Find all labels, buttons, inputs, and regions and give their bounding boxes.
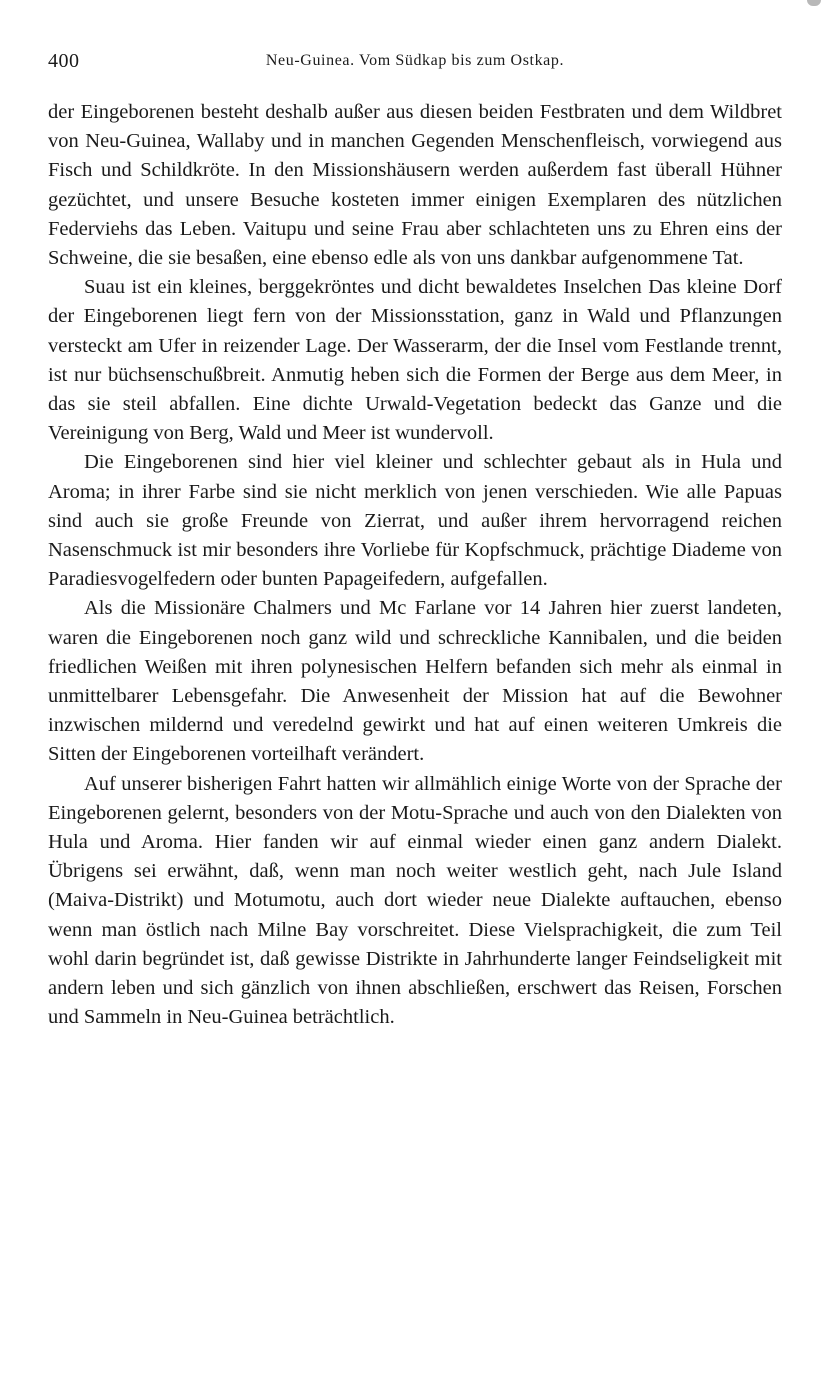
paragraph-5: Auf unserer bisherigen Fahrt hatten wir allmählich einige Worte von der Sprache der Eingeborenen gelernt, besonders von der Motu-Sprache und auch von den Dialekten von Hula und Aroma. Hier fanden wir auf einmal wieder einen ganz andern Dialekt. Übrigens sei erwähnt, daß, wenn man noch weiter westlich geht, nach Jule Island (Maiva-Distrikt) und Motumotu, auch dort wieder neue Dialekte auftauchen, ebenso wenn man östlich nach Milne Bay vorschreitet. Diese Vielsprachigkeit, die zum Teil wohl darin begründet ist, daß gewisse Distrikte in Jahrhunderte langer Feindseligkeit mit andern leben und sich gänzlich von ihnen abschließen, erschwert das Reisen, Forschen und Sammeln in Neu-Guinea beträchtlich. bbox=[48, 772, 782, 1029]
paragraph-3: Die Eingeborenen sind hier viel kleiner und schlechter gebaut als in Hula und Aroma; in ihrer Farbe sind sie nicht merklich von jenen verschieden. Wie alle Papuas sind auch sie große Freunde von Zierrat, und außer ihrem hervorragend reichen Nasenschmuck ist mir besonders ihre Vorliebe für Kopfschmuck, prächtige Diademe von Paradiesvogelfedern oder bunten Papageifedern, aufgefallen. bbox=[48, 451, 782, 591]
paragraph-1: der Eingeborenen besteht deshalb außer aus diesen beiden Festbraten und dem Wildbret von Neu-Guinea, Wallaby und in manchen Gegenden Menschenfleisch, vorwiegend aus Fisch und Schildkröte. In den Missionshäusern werden außerdem fast überall Hühner gezüchtet, und unsere Besuche kosteten immer einigen Exemplaren des nützlichen Federviehs das Leben. Vaitupu und seine Frau aber schlachteten uns zu Ehren eins der Schweine, die sie besaßen, eine ebenso edle als von uns dankbar aufgenommene Tat. bbox=[48, 101, 782, 270]
running-title: Neu-Guinea. Vom Südkap bis zum Ostkap. bbox=[265, 52, 565, 69]
page-number: 400 bbox=[48, 50, 80, 72]
paragraph-2: Suau ist ein kleines, berggekröntes und dicht bewaldetes Inselchen Das kleine Dorf der Eingeborenen liegt fern von der Missionsstation, ganz in Wald und Pflanzungen versteckt am Ufer in reizender Lage. Der Wasserarm, der die Insel vom Festlande trennt, ist nur büchsenschußbreit. Anmutig heben sich die Formen der Berge aus dem Meer, in das sie steil abfallen. Eine dichte Urwald-Vegetation bedeckt das Ganze und die Vereinigung von Berg, Wald und Meer ist wundervoll. bbox=[48, 276, 782, 445]
running-head bbox=[48, 50, 782, 80]
scan-corner-mark bbox=[807, 0, 821, 6]
book-page bbox=[48, 50, 782, 1033]
paragraph-4: Als die Missionäre Chalmers und Mc Farlane vor 14 Jahren hier zuerst landeten, waren die Eingeborenen noch ganz wild und schreckliche Kannibalen, und die beiden friedlichen Weißen mit ihren polynesischen Helfern befanden sich mehr als einmal in unmittelbarer Lebensgefahr. Die Anwesenheit der Mission hat auf die Bewohner inzwischen mildernd und veredelnd gewirkt und hat auf einen weiteren Umkreis die Sitten der Eingeborenen vorteilhaft verändert. bbox=[48, 597, 782, 766]
body-text bbox=[48, 98, 782, 1033]
